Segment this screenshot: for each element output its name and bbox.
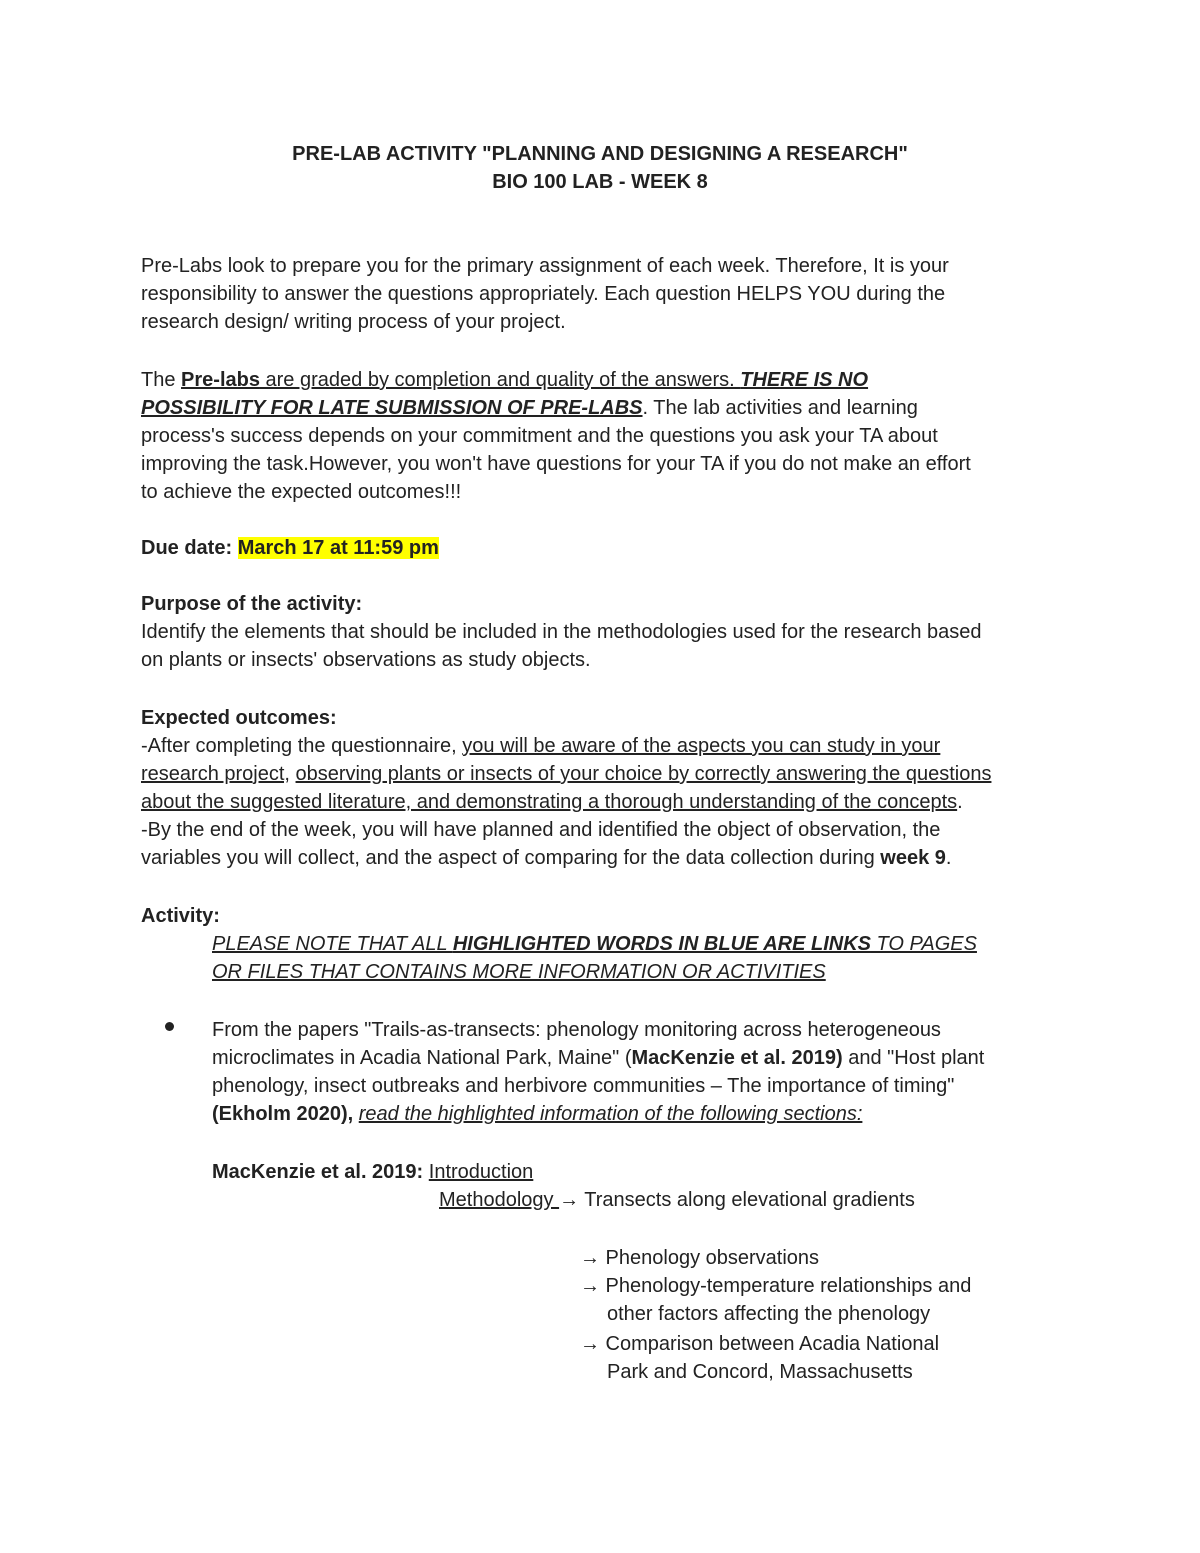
outcome-text: research project, — [141, 763, 290, 785]
section-item: Park and Concord, Massachusetts — [607, 1361, 913, 1383]
grading-line: process's success depends on your commitment and the questions you ask your TA about — [141, 425, 938, 447]
grading-text: . The lab activities and learning — [642, 397, 918, 419]
methodology-link[interactable]: Methodology — [439, 1189, 560, 1211]
sections-label: MacKenzie et al. 2019: — [212, 1161, 424, 1183]
outcome-text: observing plants or insects of your choice by correctly answering the questions — [295, 763, 992, 785]
bullet-text: and "Host plant — [842, 1047, 985, 1069]
bullet-line: From the papers "Trails-as-transects: phenology monitoring across heterogeneous — [212, 1019, 941, 1041]
purpose-heading: Purpose of the activity: — [141, 593, 363, 615]
citation-mackenzie: MacKenzie et al. 2019) — [631, 1047, 843, 1069]
outcome-line — [141, 760, 991, 788]
grading-line — [141, 394, 918, 422]
bullet-icon — [165, 1022, 174, 1031]
due-date-label: Due date: — [141, 537, 233, 559]
due-date-value: March 17 at 11:59 pm — [237, 537, 439, 559]
section-item: other factors affecting the phenology — [607, 1303, 931, 1325]
document-subtitle: BIO 100 LAB - WEEK 8 — [492, 171, 708, 193]
outcome-text: you will be aware of the aspects you can study in your — [462, 735, 941, 757]
document-title: PRE-LAB ACTIVITY "PLANNING AND DESIGNING A RESEARCH" — [292, 143, 908, 165]
note-text: TO PAGES — [870, 933, 977, 955]
purpose-line: Identify the elements that should be included in the methodologies used for the research based — [141, 621, 982, 643]
sections-line — [212, 1158, 533, 1186]
intro-line: research design/ writing process of your project. — [141, 311, 566, 333]
outcome-line — [141, 732, 940, 760]
outcome-text: . — [945, 847, 952, 869]
activity-heading: Activity: — [141, 905, 220, 927]
section-item: → Phenology observations — [580, 1247, 820, 1269]
note-text: PLEASE NOTE THAT ALL — [212, 933, 453, 955]
outcome-text: -After completing the questionnaire, — [141, 735, 463, 757]
outcome-text: about the suggested literature, and demonstrating a thorough understanding of the concepts — [141, 791, 958, 813]
introduction-link[interactable]: Introduction — [428, 1161, 534, 1183]
due-date — [141, 534, 439, 562]
grading-text: are graded by completion and quality of the answers. — [259, 369, 741, 391]
late-warning: THERE IS NO — [740, 369, 869, 391]
section-item: → Transects along elevational gradients — [559, 1189, 915, 1211]
outcome-text: variables you will collect, and the aspect of comparing for the data collection during — [141, 847, 881, 869]
citation-ekholm: (Ekholm 2020), — [212, 1103, 354, 1125]
grading-lead: The — [141, 369, 182, 391]
week-9: week 9 — [880, 847, 946, 869]
purpose-line: on plants or insects' observations as study objects. — [141, 649, 591, 671]
bullet-text: microclimates in Acadia National Park, Maine" ( — [212, 1047, 632, 1069]
links-note — [212, 930, 977, 958]
late-warning: POSSIBILITY FOR LATE SUBMISSION OF PRE-LABS — [141, 397, 643, 419]
grading-line — [141, 366, 868, 394]
grading-line: improving the task.However, you won't have questions for your TA if you do not make an effort — [141, 453, 971, 475]
section-item: → Comparison between Acadia National — [580, 1333, 940, 1355]
bullet-line — [212, 1044, 984, 1072]
sections-line — [439, 1186, 915, 1214]
outcome-text: . — [957, 791, 963, 813]
instruction-text: read the highlighted information of the following sections: — [358, 1103, 863, 1125]
intro-line: Pre-Labs look to prepare you for the primary assignment of each week. Therefore, It is your — [141, 255, 949, 277]
section-item: → Phenology-temperature relationships and — [580, 1275, 972, 1297]
outcomes-heading: Expected outcomes: — [141, 707, 337, 729]
outcome-line — [141, 844, 951, 872]
grading-line: to achieve the expected outcomes!!! — [141, 481, 462, 503]
bullet-line — [212, 1100, 862, 1128]
note-emphasis: HIGHLIGHTED WORDS IN BLUE ARE LINKS — [452, 933, 871, 955]
outcome-line: -By the end of the week, you will have planned and identified the object of observation, the — [141, 819, 941, 841]
prelabs-term: Pre-labs — [181, 369, 260, 391]
outcome-line — [141, 788, 963, 816]
bullet-line: phenology, insect outbreaks and herbivore communities – The importance of timing" — [212, 1075, 955, 1097]
links-note: OR FILES THAT CONTAINS MORE INFORMATION OR ACTIVITIES — [212, 961, 826, 983]
intro-line: responsibility to answer the questions appropriately. Each question HELPS YOU during the — [141, 283, 946, 305]
